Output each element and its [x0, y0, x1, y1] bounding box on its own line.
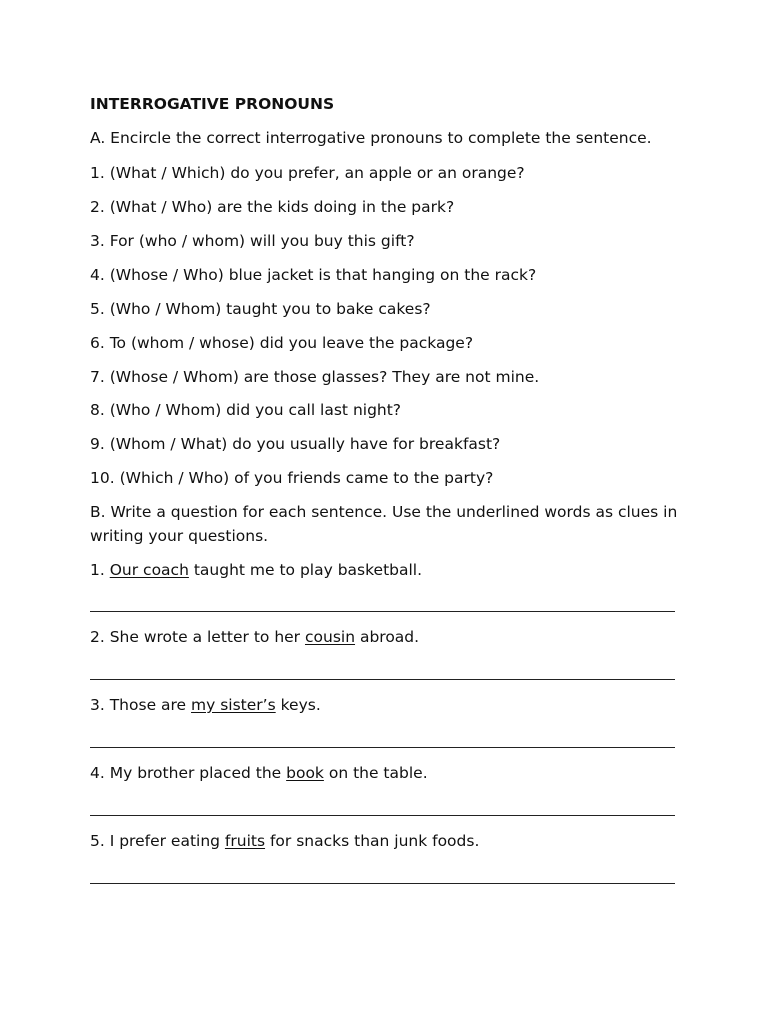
part-a-item: 1. (What / Which) do you prefer, an apple or an orange?	[90, 164, 525, 182]
part-a-item: 3. For (who / whom) will you buy this gift?	[90, 232, 415, 250]
part-b-item-text: 1.	[90, 561, 110, 579]
part-a-item: 6. To (whom / whose) did you leave the package?	[90, 334, 474, 352]
part-a-item: 2. (What / Who) are the kids doing in the park?	[90, 198, 455, 216]
part-b-item	[90, 695, 321, 715]
part-b-item	[90, 627, 419, 647]
part-b-item-text: 4. My brother placed the	[90, 764, 287, 782]
answer-line[interactable]	[90, 883, 675, 884]
part-b-instruction: B. Write a question for each sentence. Use the underlined words as clues in writing your questions.	[90, 503, 678, 545]
part-b-item-text: on the table.	[323, 764, 428, 782]
answer-line[interactable]	[90, 611, 675, 612]
part-a-item: 9. (Whom / What) do you usually have for breakfast?	[90, 435, 501, 453]
part-a-item: 4. (Whose / Who) blue jacket is that hanging on the rack?	[90, 266, 537, 284]
part-b-item-text: 5. I prefer eating	[90, 832, 225, 850]
part-a-item: 8. (Who / Whom) did you call last night?	[90, 401, 402, 419]
part-b-item-text: taught me to play basketball.	[188, 561, 423, 579]
underlined-clue: Our coach	[109, 561, 189, 579]
part-b-item-text: for snacks than junk foods.	[265, 832, 480, 850]
part-b-item	[90, 560, 422, 580]
answer-line[interactable]	[90, 679, 675, 680]
underlined-clue: my sister’s	[191, 696, 276, 714]
part-b-item-text: abroad.	[355, 628, 420, 646]
answer-line[interactable]	[90, 815, 675, 816]
page-title: INTERROGATIVE PRONOUNS	[90, 95, 335, 113]
part-b-item-text: 2. She wrote a letter to her	[90, 628, 305, 646]
part-a-item: 7. (Whose / Whom) are those glasses? They are not mine.	[90, 368, 540, 386]
part-a-instruction: A. Encircle the correct interrogative pronouns to complete the sentence.	[90, 129, 652, 147]
answer-line[interactable]	[90, 747, 675, 748]
part-b-item-text: keys.	[275, 696, 321, 714]
part-b-item-text: 3. Those are	[90, 696, 192, 714]
part-b-item	[90, 763, 428, 783]
part-a-item: 10. (Which / Who) of you friends came to the party?	[90, 469, 494, 487]
underlined-clue: book	[286, 764, 324, 782]
part-a-item: 5. (Who / Whom) taught you to bake cakes?	[90, 300, 431, 318]
underlined-clue: fruits	[224, 832, 266, 850]
underlined-clue: cousin	[304, 628, 356, 646]
part-b-item	[90, 831, 479, 851]
